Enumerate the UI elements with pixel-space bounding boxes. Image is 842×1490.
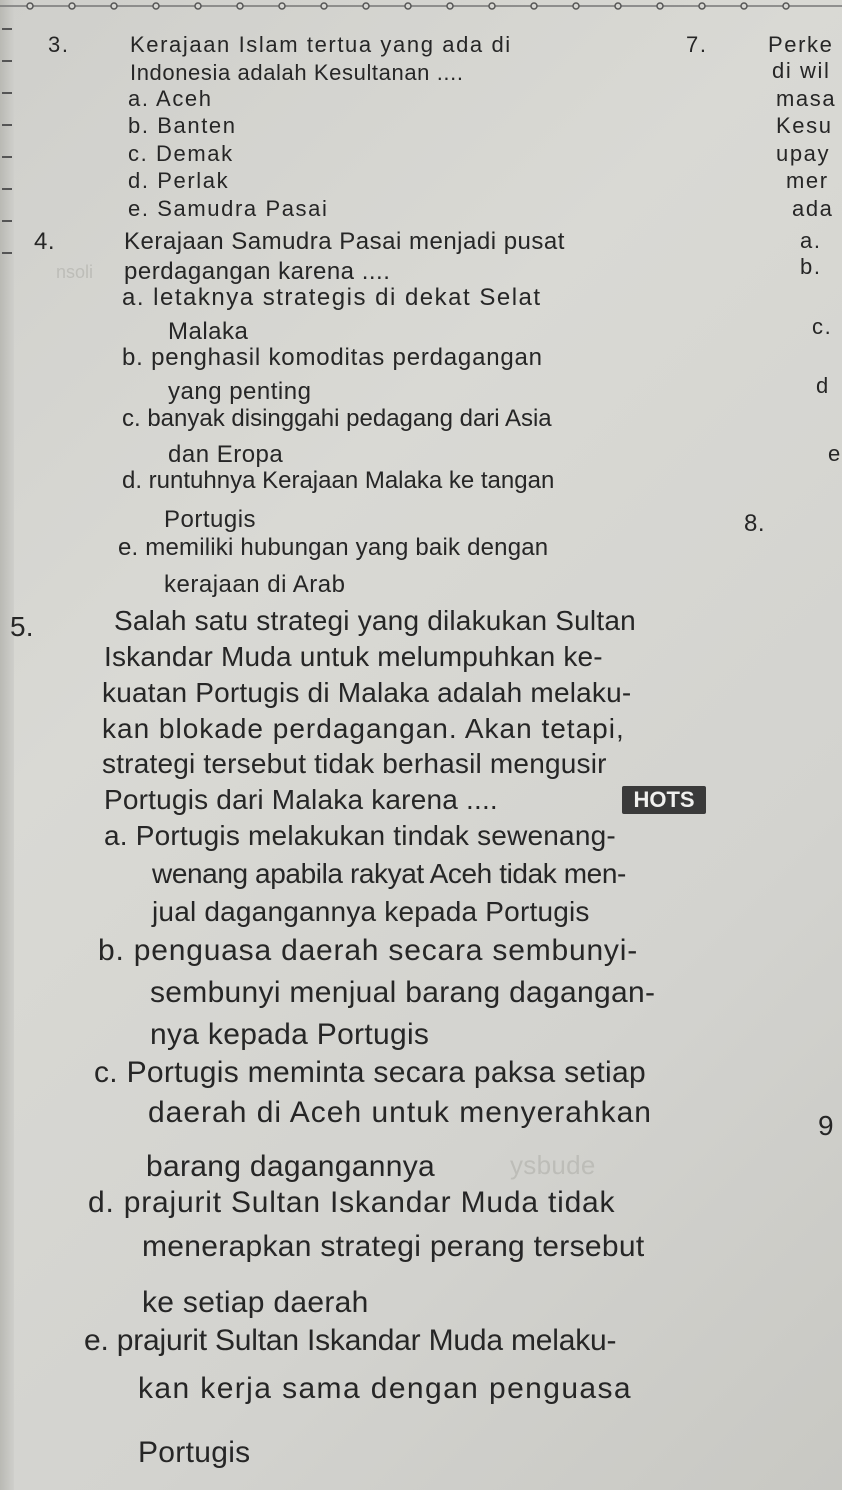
q5-option-d-line3: ke setiap daerah <box>142 1286 369 1319</box>
q7-option-letter-d: d <box>816 373 830 398</box>
q8-number: 8. <box>744 510 766 537</box>
q7-fragment-4: Kesu <box>776 113 833 138</box>
q4-stem-line1: Kerajaan Samudra Pasai menjadi pusat <box>124 228 565 255</box>
q5-option-a-line3: jual dagangannya kepada Portugis <box>152 896 590 927</box>
q9-number: 9 <box>818 1110 834 1141</box>
q7-fragment-6: mer <box>786 168 829 193</box>
q5-option-a-line2: wenang apabila rakyat Aceh tidak men- <box>152 858 626 889</box>
q5-option-e-line2: kan kerja sama dengan penguasa <box>138 1372 632 1405</box>
q3-option-a: a. Aceh <box>128 86 213 111</box>
q3-stem-line1: Kerajaan Islam tertua yang ada di <box>130 32 512 57</box>
q7-fragment-2: di wil <box>772 58 831 83</box>
q5-stem-line5: strategi tersebut tidak berhasil mengusir <box>102 748 607 779</box>
q4-stem-line2: perdagangan karena .... <box>124 258 391 285</box>
q3-option-c: c. Demak <box>128 141 234 166</box>
q5-option-c-line2: daerah di Aceh untuk menyerahkan <box>148 1096 652 1129</box>
q7-option-letter-c: c. <box>812 314 833 339</box>
q3-option-b: b. Banten <box>128 113 237 138</box>
q4-option-c-line1: c. banyak disinggahi pedagang dari Asia <box>122 405 552 432</box>
q7-option-letter-b: b. <box>800 254 822 279</box>
q7-option-letter-a: a. <box>800 228 822 253</box>
q5-option-d-line1: d. prajurit Sultan Iskandar Muda tidak <box>88 1186 616 1219</box>
q5-stem-line6: Portugis dari Malaka karena .... <box>104 784 498 815</box>
q7-fragment-7: ada <box>792 196 834 221</box>
q3-number: 3. <box>48 32 70 57</box>
q5-option-b-line1: b. penguasa daerah secara sembunyi- <box>98 934 638 967</box>
q5-option-e-line1: e. prajurit Sultan Iskandar Muda melaku- <box>84 1324 617 1357</box>
q4-option-d-line2: Portugis <box>164 506 257 533</box>
q5-option-a-line1: a. Portugis melakukan tindak sewenang- <box>104 820 616 851</box>
q4-option-a-line2: Malaka <box>168 318 249 345</box>
q4-option-b-line1: b. penghasil komoditas perdagangan <box>122 344 543 371</box>
q3-option-e: e. Samudra Pasai <box>128 196 329 221</box>
showthrough-text-2: ysbude <box>510 1150 596 1180</box>
q5-stem-line2: Iskandar Muda untuk melumpuhkan ke- <box>104 641 603 672</box>
q5-option-e-line3: Portugis <box>138 1436 251 1469</box>
q5-option-b-line3: nya kepada Portugis <box>150 1018 430 1051</box>
q7-option-letter-e: e <box>828 441 842 466</box>
q3-option-d: d. Perlak <box>128 168 230 193</box>
q5-stem-line3: kuatan Portugis di Malaka adalah melaku- <box>102 677 632 708</box>
q5-option-b-line2: sembunyi menjual barang dagangan- <box>150 976 656 1009</box>
q4-option-b-line2: yang penting <box>168 378 312 405</box>
hots-badge: HOTS <box>622 786 706 814</box>
q3-stem-line2: Indonesia adalah Kesultanan .... <box>130 60 464 85</box>
showthrough-text-1: nsoli <box>56 262 94 282</box>
q7-number: 7. <box>686 32 708 57</box>
q7-fragment-1: Perke <box>768 32 834 57</box>
binding-rings-graphic <box>0 0 842 16</box>
q4-option-e-line2: kerajaan di Arab <box>164 571 346 598</box>
q5-stem-line4: kan blokade perdagangan. Akan tetapi, <box>102 713 625 744</box>
q4-number: 4. <box>34 228 56 255</box>
q4-option-e-line1: e. memiliki hubungan yang baik dengan <box>118 534 549 561</box>
q5-option-c-line3: barang dagangannya <box>146 1150 435 1183</box>
q4-option-c-line2: dan Eropa <box>168 441 284 468</box>
q5-number: 5. <box>10 611 34 642</box>
q5-stem-line1: Salah satu strategi yang dilakukan Sultan <box>114 605 636 636</box>
q7-fragment-5: upay <box>776 141 831 166</box>
q5-option-c-line1: c. Portugis meminta secara paksa setiap <box>94 1056 646 1089</box>
q7-fragment-3: masa <box>776 86 837 111</box>
spiral-binding <box>0 0 14 1490</box>
q5-option-d-line2: menerapkan strategi perang tersebut <box>142 1230 645 1263</box>
q4-option-a-line1: a. letaknya strategis di dekat Selat <box>122 284 542 311</box>
q4-option-d-line1: d. runtuhnya Kerajaan Malaka ke tangan <box>122 467 555 494</box>
